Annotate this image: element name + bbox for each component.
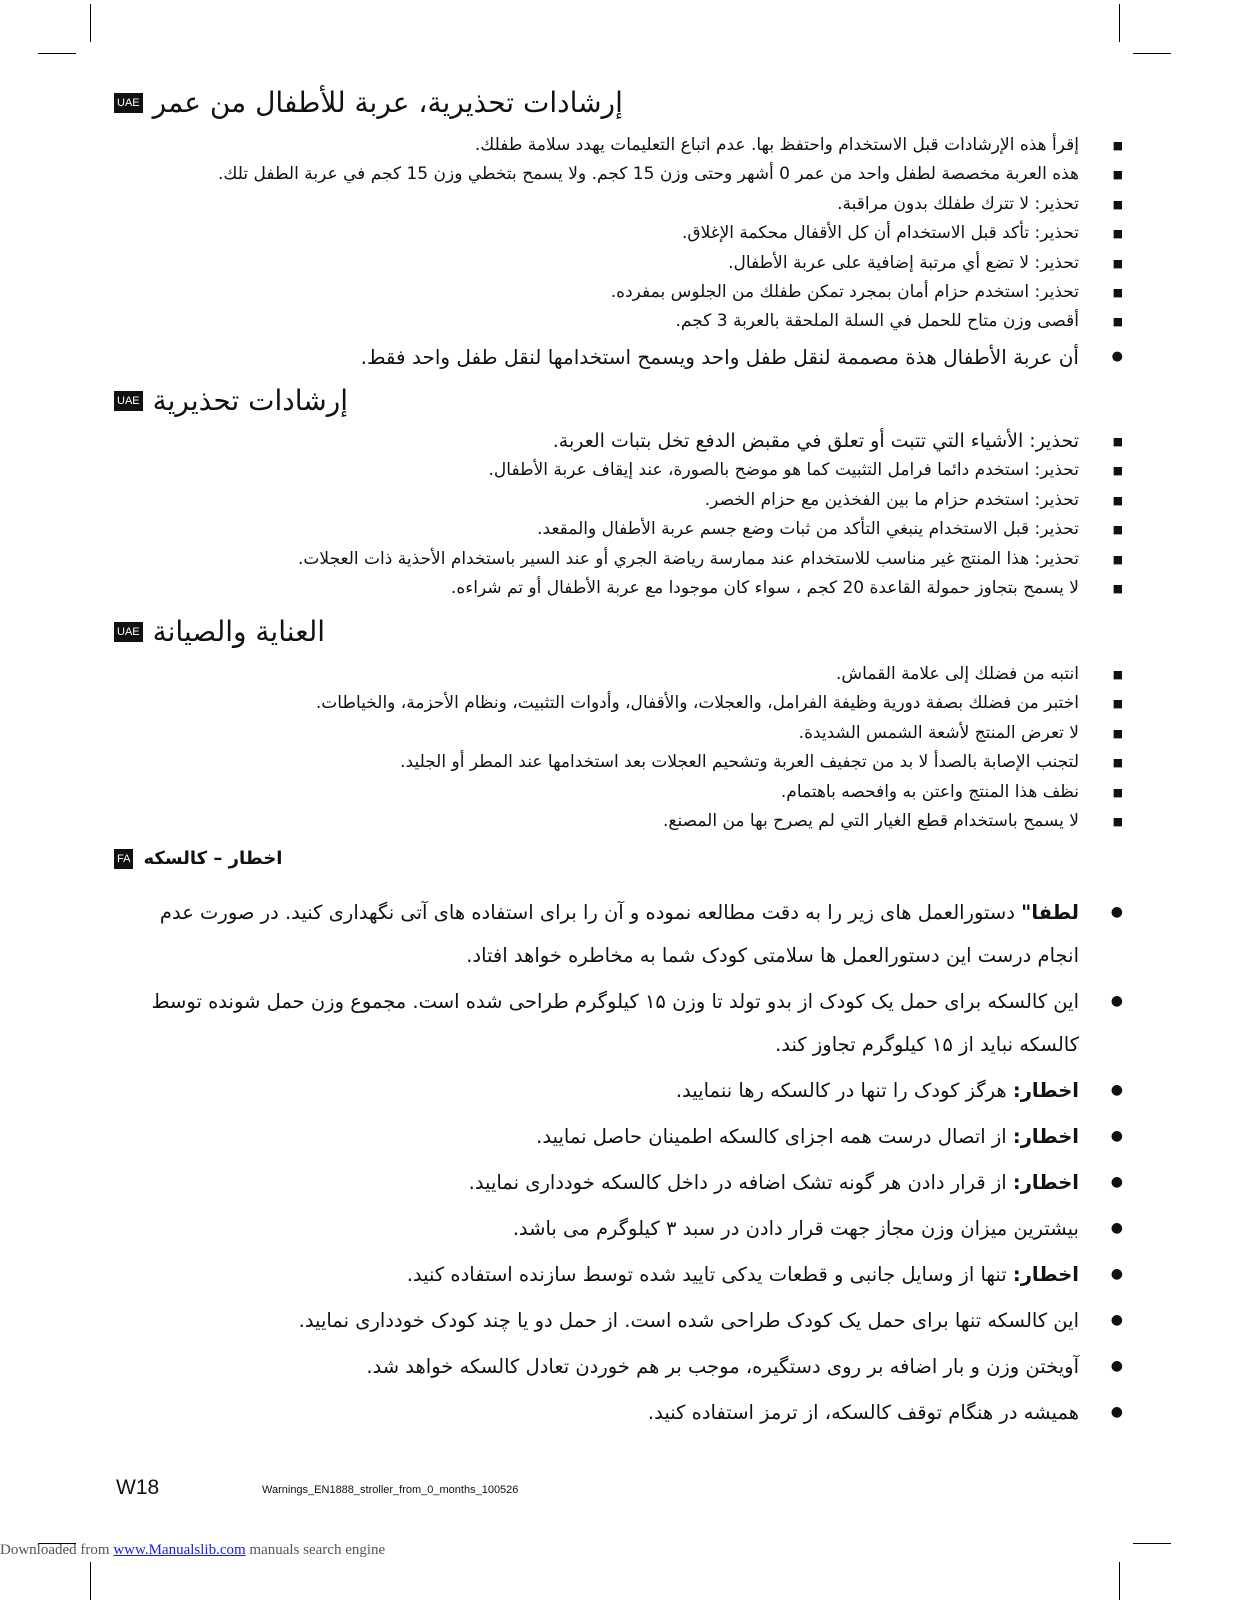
- bullet-icon: ■: [1112, 815, 1123, 829]
- bullet-icon: ●: [1110, 1082, 1123, 1098]
- bullet-icon: ●: [1110, 1266, 1123, 1282]
- footer-suffix: manuals search engine: [245, 1542, 386, 1558]
- list-item: ■ تحذير: قبل الاستخدام ينبغي التأكد من ثبات وضع جسم عربة الأطفال والمقعد.: [114, 515, 1123, 544]
- list-item: ● اخطار: تنها از وسایل جانبی و قطعات یدکی تایید شده توسط سازنده استفاده کنید.: [114, 1253, 1123, 1296]
- bullet-icon: ■: [1112, 552, 1123, 566]
- section-farsi-warnings: [114, 848, 1123, 1437]
- crop-mark: [1133, 53, 1171, 54]
- bullet-icon: ■: [1112, 726, 1123, 740]
- list-item: ● اخطار: از قرار دادن هر گونه تشک اضافه در داخل کالسکه خودداری نمایید.: [114, 1161, 1123, 1204]
- download-footer: [0, 1542, 385, 1559]
- warning-list: [114, 427, 1123, 603]
- list-item: ■ تحذير: تأكد قبل الاستخدام أن كل الأقفال محكمة الإغلاق.: [114, 219, 1123, 248]
- warning-list: [114, 891, 1123, 1434]
- section-header: [114, 384, 1123, 417]
- section-title: العناية والصيانة: [152, 615, 326, 648]
- crop-mark: [90, 4, 91, 42]
- list-item: ■ لا يسمح باستخدام قطع الغيار التي لم يصرح بها من المصنع.: [114, 807, 1123, 836]
- bullet-icon: ■: [1112, 464, 1123, 478]
- list-item: ■ لا يسمح بتجاوز حمولة القاعدة 20 كجم ، سواء كان موجودا مع عربة الأطفال أو تم شراءه.: [114, 574, 1123, 603]
- section-header: [114, 86, 1123, 119]
- crop-mark: [1119, 1562, 1120, 1600]
- bullet-icon: ■: [1112, 197, 1123, 211]
- bullet-icon: ●: [1110, 1404, 1123, 1420]
- bullet-icon: ■: [1112, 582, 1123, 596]
- list-item: ■ تحذير: استخدم حزام ما بين الفخذين مع حزام الخصر.: [114, 486, 1123, 515]
- list-item: ■ نظف هذا المنتج واعتن به وافحصه باهتمام.: [114, 778, 1123, 807]
- list-item: ● این کالسکه برای حمل یک کودک از بدو تولد تا وزن ۱۵ کیلوگرم طراحی شده است. مجموع وزن حمل شونده توسط کالسکه نباید از ۱۵ کیلوگرم تجاوز کند.: [114, 980, 1123, 1066]
- list-item: ■ تحذير: الأشياء التي تتبت أو تعلق في مقبض الدفع تخل بتبات العربة.: [114, 427, 1123, 456]
- bullet-icon: ■: [1112, 697, 1123, 711]
- bullet-icon: ■: [1112, 139, 1123, 152]
- crop-mark: [1133, 1543, 1171, 1544]
- list-item: ■ تحذير: لا تضع أي مرتبة إضافية على عربة الأطفال.: [114, 249, 1123, 278]
- language-badge: UAE: [114, 391, 143, 411]
- bullet-icon: ●: [1110, 993, 1123, 1009]
- crop-mark: [38, 53, 76, 54]
- care-list: [114, 660, 1123, 836]
- section-title: إرشادات تحذيرية: [152, 384, 349, 417]
- list-item: ■ هذه العربة مخصصة لطفل واحد من عمر 0 أشهر وحتى وزن 15 كجم. ولا يسمح بتخطي وزن 15 كجم في عربة الطفل تلك.: [114, 160, 1123, 189]
- section-header: [114, 848, 1123, 869]
- list-item: ■ إقرأ هذه الإرشادات قبل الاستخدام واحتفظ بها. عدم اتباع التعليمات يهدد سلامة طفلك.: [114, 131, 1123, 160]
- bullet-icon: ■: [1112, 523, 1123, 537]
- manualslib-link[interactable]: www.Manualslib.com: [113, 1542, 246, 1558]
- bullet-icon: ■: [1112, 435, 1123, 448]
- section-header: [114, 615, 1123, 648]
- bullet-icon: ●: [1110, 904, 1123, 920]
- list-item: ● أن عربة الأطفال هذة مصممة لنقل طفل واحد ويسمح استخدامها لنقل طفل واحد فقط.: [114, 337, 1123, 377]
- language-badge: UAE: [114, 622, 143, 642]
- list-item: ● این کالسکه تنها برای حمل یک کودک طراحی شده است. از حمل دو یا چند کودک خودداری نمایید.: [114, 1299, 1123, 1342]
- language-badge: FA: [114, 849, 133, 869]
- warning-list: [114, 131, 1123, 377]
- crop-mark: [90, 1562, 91, 1600]
- bullet-icon: ■: [1112, 227, 1123, 241]
- list-item: ● اخطار: هرگز کودک را تنها در کالسکه رها ننمایید.: [114, 1069, 1123, 1112]
- crop-mark: [1119, 4, 1120, 42]
- bullet-icon: ●: [1110, 1220, 1123, 1236]
- section-care-maintenance: [114, 615, 1123, 836]
- list-item: ■ لا تعرض المنتج لأشعة الشمس الشديدة.: [114, 719, 1123, 748]
- language-badge: UAE: [114, 93, 143, 113]
- list-item: ■ تحذير: لا تترك طفلك بدون مراقبة.: [114, 190, 1123, 219]
- bullet-icon: ■: [1112, 785, 1123, 799]
- list-item: ● اخطار: از اتصال درست همه اجزای کالسکه اطمینان حاصل نمایید.: [114, 1115, 1123, 1158]
- bullet-icon: ■: [1112, 168, 1123, 182]
- bullet-icon: ■: [1112, 493, 1123, 507]
- list-item: ■ أقصى وزن متاح للحمل في السلة الملحقة بالعربة 3 كجم.: [114, 307, 1123, 336]
- list-item: ■ تحذير: هذا المنتج غير مناسب للاستخدام عند ممارسة رياضة الجري أو عند السير باستخدام الأحذية ذات العجلات.: [114, 545, 1123, 574]
- bullet-icon: ■: [1112, 256, 1123, 270]
- section-warning-instructions: [114, 384, 1123, 603]
- list-item: ■ انتبه من فضلك إلى علامة القماش.: [114, 660, 1123, 689]
- bullet-icon: ■: [1112, 315, 1123, 329]
- list-item: ● بیشترین میزان وزن مجاز جهت قرار دادن در سبد ۳ کیلوگرم می باشد.: [114, 1207, 1123, 1250]
- document-code: Warnings_EN1888_stroller_from_0_months_100526: [262, 1484, 519, 1496]
- list-item: ■ اختبر من فضلك بصفة دورية وظيفة الفرامل، والعجلات، والأقفال، وأدوات التثبيت، ونظام الأحزمة، والخياطات.: [114, 689, 1123, 718]
- section-title: إرشادات تحذيرية، عربة للأطفال من عمر: [152, 86, 623, 119]
- bullet-icon: ●: [1110, 1128, 1123, 1144]
- list-item: ■ تحذير: استخدم حزام أمان بمجرد تمكن طفلك من الجلوس بمفرده.: [114, 278, 1123, 307]
- list-item: ● همیشه در هنگام توقف کالسکه، از ترمز استفاده کنید.: [114, 1391, 1123, 1434]
- bullet-icon: ●: [1111, 348, 1123, 364]
- bullet-icon: ●: [1110, 1174, 1123, 1190]
- bullet-icon: ●: [1110, 1358, 1123, 1374]
- list-item: ● لطفا" دستورالعمل های زیر را به دقت مطالعه نموده و آن را برای استفاده های آتی نگهداری کنید. در صورت عدم انجام درست این دستورالعمل ها سلامتی کودک شما به مخاطره خواهد افتاد.: [114, 891, 1123, 977]
- bullet-icon: ●: [1110, 1312, 1123, 1328]
- bullet-icon: ■: [1112, 286, 1123, 300]
- footer-prefix: Downloaded from: [0, 1542, 114, 1558]
- list-item: ● آویختن وزن و بار اضافه بر روی دستگیره، موجب بر هم خوردن تعادل کالسکه خواهد شد.: [114, 1345, 1123, 1388]
- bullet-icon: ■: [1112, 756, 1123, 770]
- section-warnings-stroller: [114, 86, 1123, 377]
- list-item: ■ تحذير: استخدم دائما فرامل التثبيت كما هو موضح بالصورة، عند إيقاف عربة الأطفال.: [114, 456, 1123, 485]
- page-number: W18: [116, 1476, 160, 1499]
- bullet-icon: ■: [1112, 668, 1123, 681]
- list-item: ■ لتجنب الإصابة بالصدأ لا بد من تجفيف العربة وتشحيم العجلات بعد استخدامها عند المطر أو الجليد.: [114, 748, 1123, 777]
- section-title: اخطار – کالسکه: [143, 848, 283, 869]
